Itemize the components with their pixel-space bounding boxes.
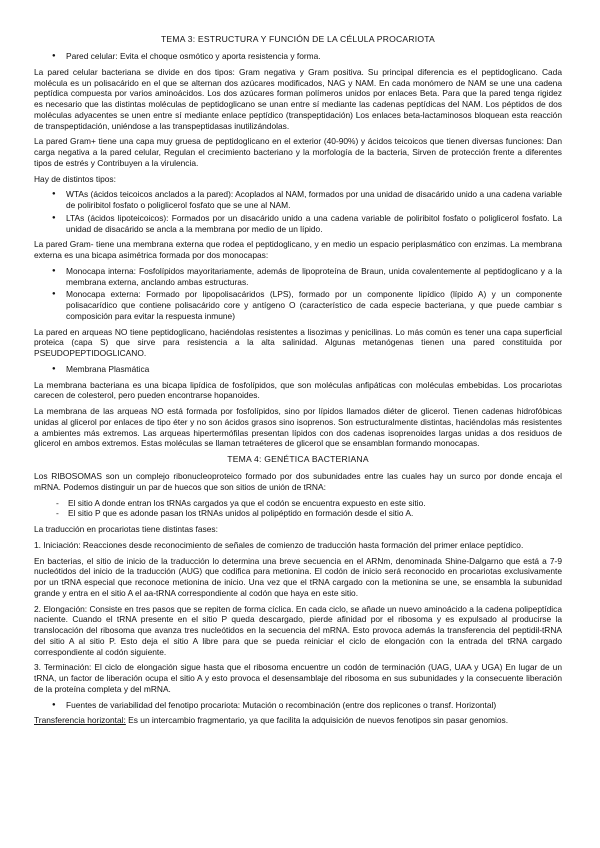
tema3-title: TEMA 3: ESTRUCTURA Y FUNCIÓN DE LA CÉLULA PROCARIOTA bbox=[160, 34, 435, 44]
monocapas-list bbox=[34, 266, 562, 322]
bullet-wtas: ● WTAs (ácidos teicoicos anclados a la pared): Acoplados al NAM, formados por una unidad de disacárido unido a una cadena variable de poliribitol fosfato o poliglicerol fosfato que se une al NAM. bbox=[34, 189, 562, 211]
paragraph-membrana-bacteriana: La membrana bacteriana es una bicapa lipídica de fosfolípidos, que son moléculas anfipáticas con moléculas embebidas. Los procariotas carecen de colesterol, pero pueden encontrarse hopanoides. bbox=[34, 379, 562, 401]
bullet-membrana-plasmatica: ● Membrana Plasmática bbox=[34, 364, 562, 375]
bullet-pared-celular: ● Pared celular: Evita el choque osmótico y aporta resistencia y forma. bbox=[34, 51, 562, 62]
paragraph-iniciacion: 1. Iniciación: Reacciones desde reconocimiento de señales de comienzo de traducción hasta formación del primer enlace peptídico. bbox=[34, 539, 524, 550]
transferencia-label: Transferencia horizontal: bbox=[34, 715, 126, 726]
paragraph-gram-negativa: La pared Gram- tiene una membrana externa que rodea el peptidoglicano, y en medio un espacio periplasmático con enzimas. La membrana externa es una bicapa asimétrica formada por dos monocapas: bbox=[34, 239, 562, 260]
paragraph-terminacion: 3. Terminación: El ciclo de elongación sigue hasta que el ribosoma encuentre un codón de terminación (UAG, UAA y UGA) En lugar de un tRNA, un factor de liberación ocupa el sitio A y esto provoca el desensamblaje del ribosoma en sus subunidades y la consecuente liberación de la proteína completa y del mRNA. bbox=[34, 662, 562, 694]
paragraph-pared-arqueas: La pared en arqueas NO tiene peptidoglicano, haciéndolas resistentes a lisozimas y penicilinas. Lo más común es tener una capa superficial proteica (capa S) que sirve para resistencia a la alta salinidad. Algunas metanógenas tienen una pared constituida por PSEUDOPEPTIDOGLICANO. bbox=[34, 326, 562, 358]
paragraph-elongacion: 2. Elongación: Consiste en tres pasos que se repiten de forma cíclica. En cada ciclo, se añade un nuevo aminoácido a la cadena polipeptídica naciente. Cuando el tRNA presente en el sitio P queda descargado, pierde afinidad por el ribosoma y es expulsado al producirse la translocación del ribosoma que avanza tres nucleótidos en la secuencia del mRNA. Esto provoca además la transferencia del peptidil-tRNA del sitio A al sitio P. Esto deja el sitio A libre para que se pueda reiniciar el ciclo de elongación con la entrada del tRNA cargado correspondiente al codón siguiente. bbox=[34, 603, 562, 657]
paragraph-membrana-arqueas: La membrana de las arqueas NO está formada por fosfolípidos, sino por lípidos llamados diéter de glicerol. Tienen cadenas hidrofóbicas unidas al glicerol por enlaces de tipo éter y no son ácidos grasos sino isoprenos. Son estructuralmente distintas, haciéndolas más resistentes a ambientes más extremos. Las arqueas hipertermófilas presentan lípidos con dos cadenas isoprenoides largas unidas a dos residuos de glicerol en ambos extremos. Estas moléculas se llaman tetraéteres de glicerol que se ensamblan formando monocapas. bbox=[34, 406, 562, 449]
bullet-fuentes-variabilidad: ● Fuentes de variabilidad del fenotipo procariota: Mutación o recombinación (entre dos replicones o transf. Horizontal) bbox=[34, 700, 562, 711]
transferencia-text: Es un intercambio fragmentario, ya que facilita la adquisición de nuevos fenotipos sin pasar genomios. bbox=[125, 715, 509, 726]
paragraph-shine-dalgarno: En bacterias, el sitio de inicio de la traducción lo determina una breve secuencia en el ARNm, denominada Shine-Dalgarno que está a 7-9 nucleótidos del inicio de la traducción (AUG) que codifica para metionina. El codón de inicio será reconocido en procariotas exclusivamente por un tRNA especial que reconoce metionina de inicio. Una vez que el tRNA cargado con la metionina se une, se ensambla la subunidad grande y entra en el sitio A el aa-tRNA correspondiente al codón que haya en este sitio. bbox=[34, 555, 562, 598]
dash-sitio-p: - El sitio P que es adonde pasan los tRNAs unidos al polipéptido en formación desde el sitio A. bbox=[34, 508, 562, 519]
paragraph-pared-bacteriana: La pared celular bacteriana se divide en dos tipos: Gram negativa y Gram positiva. Su principal diferencia es el peptidoglicano. Cada molécula es un polisacárido en el que se alternan dos azúcares modificados, NAG y NAM. En cada monómero de NAM se une una cadena peptídica compuesta por varios aminoácidos. Los dos azúcares forman polímeros unidos por enlaces Beta. Para que la pared tenga rigidez es necesario que las distintas moléculas de peptidoglicano se unan entre sí mediante las cadenas peptídicas del NAM. Los péptidos de dos moléculas adyacentes se unen entre sí mediante enlace peptídico (transpeptidación) Los enlaces beta-lactaminosos bloquean esta reacción de transpeptidación, uniéndose a las transpeptidasas inutilizándolas. bbox=[34, 66, 562, 131]
bullet-monocapa-interna: ● Monocapa interna: Fosfolípidos mayoritariamente, además de lipoproteína de Braun, unida covalentemente al peptidoglicano y a la membrana externa, anclando ambas estructuras. bbox=[34, 266, 562, 288]
membrana-bullet-list bbox=[34, 364, 562, 375]
fuentes-bullet-list bbox=[34, 700, 562, 711]
paragraph-gram-positiva: La pared Gram+ tiene una capa muy gruesa de peptidoglicano en el exterior (40-90%) y ácidos teicoicos que tienen diversas funciones: Dan carga negativa a la pared celular, Regulan el crecimiento bacteriano y la morfología de la bacteria, Sirven de protección frente a diferentes tipos de estrés y Contribuyen a la virulencia. bbox=[34, 136, 562, 168]
pared-bullet-list bbox=[34, 51, 562, 62]
paragraph-ribosomas: Los RIBOSOMAS son un complejo ribonucleoproteico formado por dos subunidades entre las cuales hay un surco por donde encaja el mRNA. Podemos distinguir un par de huecos que son sitios de unión de tRNA: bbox=[34, 471, 562, 492]
bullet-ltas: ● LTAs (ácidos lipoteicoicos): Formados por un disacárido unido a una cadena variable de poliribitol fosfato o poliglicerol fosfato. La unidad de disacárido se ancla a la membrana por medio de un lípido. bbox=[34, 213, 562, 235]
paragraph-tipos: Hay de distintos tipos: bbox=[34, 173, 116, 184]
paragraph-transferencia-horizontal bbox=[34, 715, 562, 726]
tema4-title: TEMA 4: GENÉTICA BACTERIANA bbox=[227, 454, 369, 464]
sitios-list bbox=[34, 498, 562, 520]
paragraph-fases: La traducción en procariotas tiene distintas fases: bbox=[34, 524, 218, 534]
teicoicos-list bbox=[34, 189, 562, 234]
bullet-monocapa-externa: ● Monocapa externa: Formado por lipopolisacáridos (LPS), formado por un componente lipídico (lípido A) y un componente polisacarídico que contiene polisacárido core y antígeno O (característico de cada especie bacteriana, y que puede cambiar s composición para evitar la respuesta inmune) bbox=[34, 289, 562, 321]
dash-sitio-a: - El sitio A donde entran los tRNAs cargados ya que el codón se encuentra expuesto en este sitio. bbox=[34, 498, 562, 509]
